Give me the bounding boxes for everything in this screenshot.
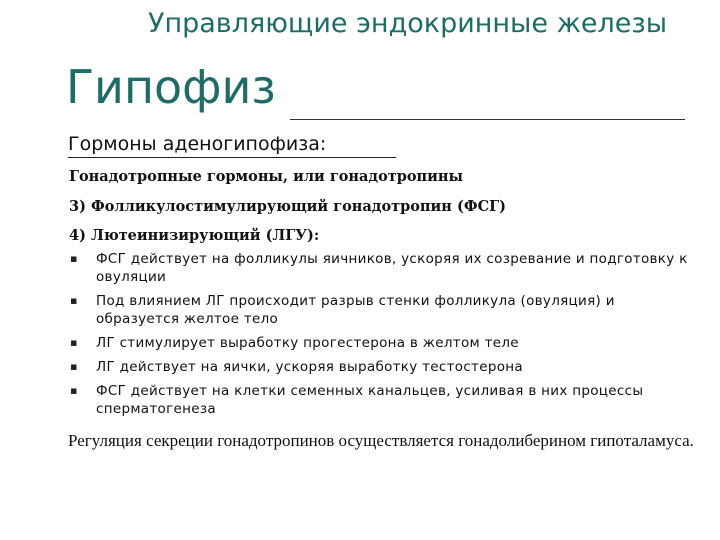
list-item <box>70 334 695 352</box>
bullet-icon: ▪ <box>70 294 78 307</box>
gonadotropins-heading: Гонадотропные гормоны, или гонадотропины <box>69 168 464 185</box>
bullet-text: ФСГ действует на фолликулы яичников, ускоряя их созревание и подготовку к овуляции <box>96 251 688 285</box>
main-title: Гипофиз <box>66 60 276 114</box>
header-title: Управляющие эндокринные железы <box>148 8 668 39</box>
title-divider <box>290 119 685 120</box>
list-item <box>70 358 695 376</box>
list-item <box>70 250 695 286</box>
bullet-text: ЛГ действует на яички, ускоряя выработку тестостерона <box>96 359 523 375</box>
lh-heading: 4) Лютеинизирующий (ЛГУ): <box>69 227 320 244</box>
subtitle-underline <box>68 157 396 158</box>
bullet-list <box>70 250 695 424</box>
subtitle: Гормоны аденогипофиза: <box>68 133 327 155</box>
list-item <box>70 292 695 328</box>
bullet-text: ФСГ действует на клетки семенных канальцев, усиливая в них процессы сперматогенеза <box>96 383 644 417</box>
regulation-note: Регуляция секреции гонадотропинов осуществляется гонадолиберином гипоталамуса. <box>68 431 694 450</box>
bullet-icon: ▪ <box>70 336 78 349</box>
bullet-text: ЛГ стимулирует выработку прогестерона в желтом теле <box>96 335 519 351</box>
bullet-text: Под влиянием ЛГ происходит разрыв стенки фолликула (овуляция) и образуется желтое тело <box>96 293 615 327</box>
list-item <box>70 382 695 418</box>
fsh-heading: 3) Фолликулостимулирующий гонадотропин (ФСГ) <box>69 198 506 215</box>
bullet-icon: ▪ <box>70 360 78 373</box>
bullet-icon: ▪ <box>70 384 78 397</box>
bullet-icon: ▪ <box>70 252 78 265</box>
